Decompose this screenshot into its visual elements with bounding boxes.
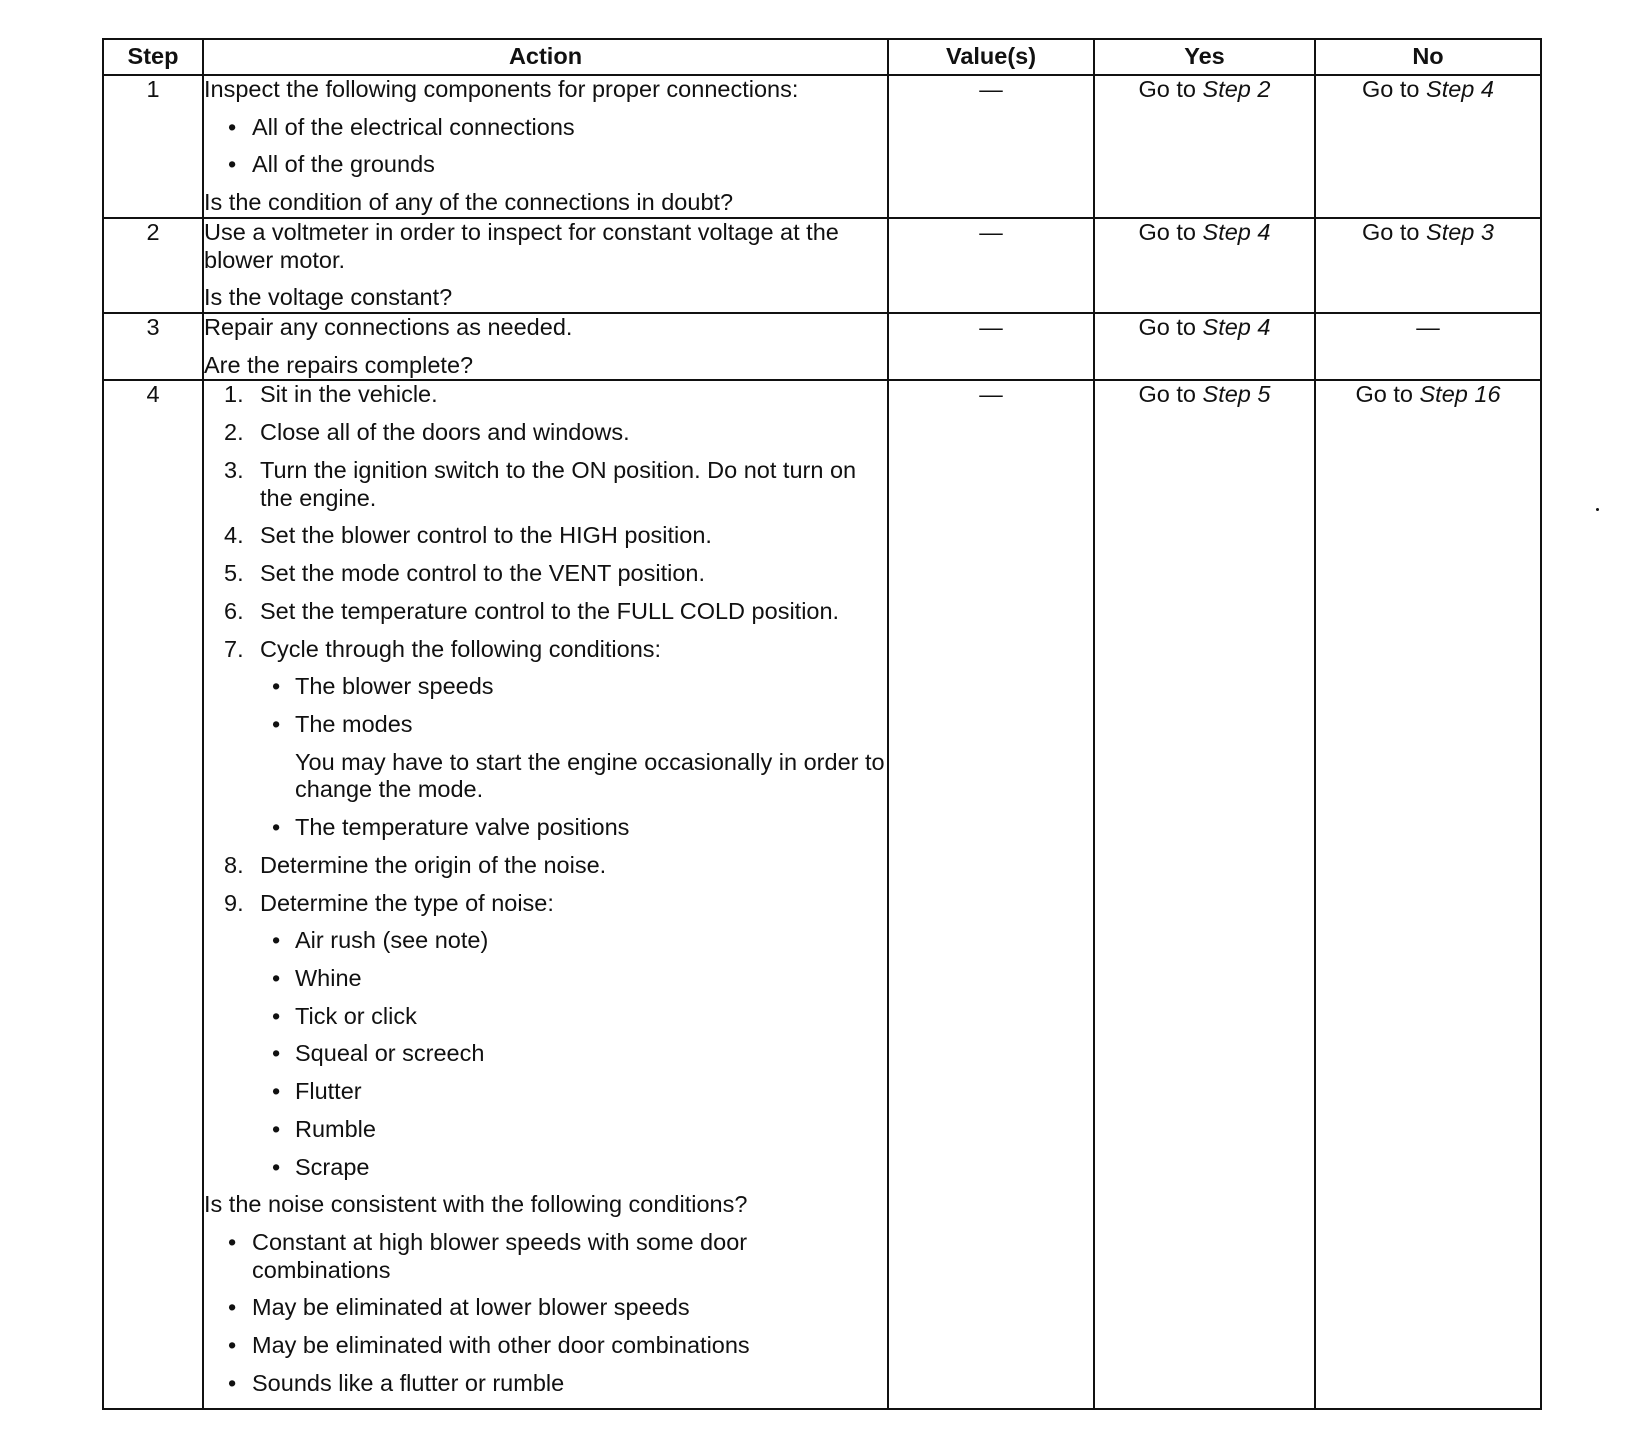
table-row — [103, 380, 1541, 1408]
no-cell — [1315, 380, 1541, 1408]
go-to-label: Go to — [1138, 314, 1196, 341]
go-to-label: Go to — [1362, 218, 1420, 245]
table-row — [103, 313, 1541, 380]
header-action: Action — [203, 39, 888, 75]
yes-cell — [1094, 75, 1315, 218]
go-to-label: Go to — [1138, 218, 1196, 245]
no-step-link[interactable]: Step 16 — [1419, 381, 1501, 408]
table-row — [103, 218, 1541, 313]
header-row — [103, 39, 1541, 75]
go-to-label: Go to — [1362, 76, 1420, 102]
yes-step-link[interactable]: Step 4 — [1202, 218, 1271, 245]
value-dash: — — [979, 314, 1003, 341]
go-to-label: Go to — [1138, 381, 1196, 408]
diagnostic-table-container — [102, 38, 1540, 1410]
cycle-item: • The temperature valve positions — [204, 814, 887, 842]
action-cell — [203, 380, 888, 1408]
no-cell — [1315, 218, 1541, 313]
noise-type: • Tick or click — [204, 1003, 887, 1031]
go-to-label: Go to — [1138, 76, 1196, 102]
action-cell — [203, 313, 888, 380]
condition-bullet: • Sounds like a flutter or rumble — [204, 1370, 887, 1398]
substep: 9. Determine the type of noise: — [224, 889, 554, 916]
noise-type: • Scrape — [204, 1154, 887, 1182]
substep: 2. Close all of the doors and windows. — [224, 419, 630, 446]
yes-cell — [1094, 313, 1315, 380]
noise-type: • Flutter — [204, 1078, 887, 1106]
no-step-link[interactable]: Step 3 — [1426, 218, 1494, 245]
no-cell — [1315, 75, 1541, 218]
action-intro: Use a voltmeter in order to inspect for constant voltage at the blower motor. — [204, 218, 839, 273]
yes-step-link[interactable]: Step 2 — [1202, 76, 1271, 102]
substep: 6. Set the temperature control to the FULL COLD position. — [224, 597, 840, 624]
table-row — [103, 75, 1541, 218]
yes-step-link[interactable]: Step 5 — [1202, 381, 1271, 408]
cycle-item: • The modes — [204, 711, 887, 739]
noise-type: • Squeal or screech — [204, 1040, 887, 1068]
yes-step-link[interactable]: Step 4 — [1202, 314, 1271, 341]
scan-speck — [1596, 508, 1599, 511]
condition-bullet: • May be eliminated with other door combinations — [204, 1332, 887, 1360]
yes-cell — [1094, 380, 1315, 1408]
value-cell — [888, 75, 1094, 218]
noise-type: • Air rush (see note) — [204, 927, 887, 955]
substep: 3. Turn the ignition switch to the ON position. Do not turn on the engine. — [224, 456, 857, 511]
value-cell — [888, 313, 1094, 380]
step-number: 4 — [103, 380, 203, 1408]
action-bullet: • All of the grounds — [204, 151, 887, 179]
no-dash: — — [1416, 314, 1440, 341]
action-intro: Repair any connections as needed. — [204, 314, 573, 341]
substep: 7. Cycle through the following conditions: — [224, 635, 662, 662]
step-number: 3 — [103, 313, 203, 380]
value-dash: — — [979, 76, 1003, 102]
action-cell — [203, 75, 888, 218]
yes-cell — [1094, 218, 1315, 313]
action-intro: Inspect the following components for proper connections: — [204, 76, 799, 102]
substep: 8. Determine the origin of the noise. — [224, 851, 607, 878]
no-cell — [1315, 313, 1541, 380]
action-question: Is the voltage constant? — [204, 284, 453, 311]
header-values: Value(s) — [888, 39, 1094, 75]
cycle-item: • The blower speeds — [204, 673, 887, 701]
noise-type: • Whine — [204, 965, 887, 993]
step-number: 1 — [103, 75, 203, 218]
substep: 1. Sit in the vehicle. — [224, 381, 438, 408]
condition-bullet: • Constant at high blower speeds with some door combinations — [204, 1229, 887, 1284]
action-question: Is the noise consistent with the following conditions? — [204, 1191, 748, 1218]
header-no: No — [1315, 39, 1541, 75]
substep: 5. Set the mode control to the VENT position. — [224, 560, 706, 587]
no-step-link[interactable]: Step 4 — [1426, 76, 1494, 102]
value-dash: — — [979, 218, 1003, 245]
go-to-label: Go to — [1355, 381, 1413, 408]
value-dash: — — [979, 381, 1003, 408]
action-bullet: • All of the electrical connections — [204, 114, 887, 142]
header-yes: Yes — [1094, 39, 1315, 75]
noise-type: • Rumble — [204, 1116, 887, 1144]
value-cell — [888, 380, 1094, 1408]
header-step: Step — [103, 39, 203, 75]
diagnostic-table — [102, 38, 1542, 1410]
step-number: 2 — [103, 218, 203, 313]
action-question: Is the condition of any of the connections in doubt? — [204, 189, 734, 216]
action-cell — [203, 218, 888, 313]
condition-bullet: • May be eliminated at lower blower speeds — [204, 1294, 887, 1322]
cycle-note: You may have to start the engine occasionally in order to change the mode. — [295, 748, 885, 803]
value-cell — [888, 218, 1094, 313]
substep: 4. Set the blower control to the HIGH position. — [224, 522, 712, 549]
action-question: Are the repairs complete? — [204, 351, 474, 378]
